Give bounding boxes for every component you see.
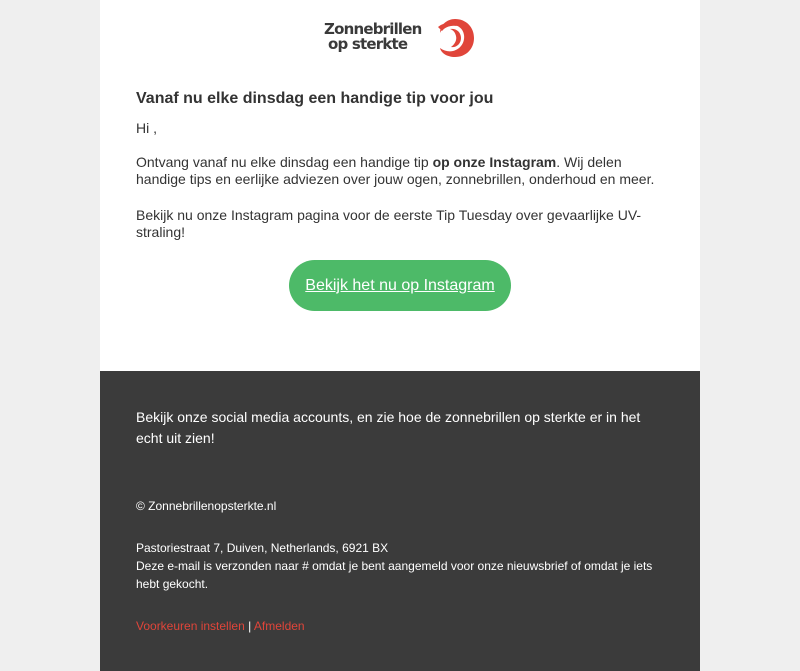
greeting-text: Hi , (136, 120, 157, 136)
email-footer (100, 371, 700, 671)
instagram-cta-button[interactable]: Bekijk het nu op Instagram (289, 260, 511, 311)
footer-address: Pastoriestraat 7, Duiven, Netherlands, 6921 BX (136, 541, 389, 555)
logo-wordmark (324, 22, 428, 52)
footer-notice: Deze e-mail is verzonden naar # omdat je bent aangemeld voor onze nieuwsbrief of omdat je iets hebt gekocht. (136, 559, 653, 591)
email-heading: Vanaf nu elke dinsdag een handige tip voor jou (136, 90, 494, 107)
footer-copyright: © Zonnebrillenopsterkte.nl (136, 499, 277, 513)
intro-text-end: . Wij delen handige tips en eerlijke adviezen over jouw ogen, zonnebrillen, onderhoud en meer. (136, 154, 655, 187)
cta-paragraph: Bekijk nu onze Instagram pagina voor de eerste Tip Tuesday over gevaarlijke UV-straling! (136, 207, 642, 240)
unsubscribe-link[interactable]: Afmelden (253, 619, 305, 633)
logo-line-2: op sterkte (328, 35, 408, 53)
footer-links (136, 617, 664, 635)
intro-instagram-emphasis: op onze Instagram (432, 154, 557, 170)
email-container (100, 0, 700, 671)
eye-drop-logo-icon (434, 17, 476, 59)
email-body-card (100, 0, 700, 371)
footer-link-separator: | (248, 619, 252, 633)
logo-line-1: Zonnebrillen (324, 20, 422, 38)
intro-paragraph (136, 154, 664, 188)
brand-logo[interactable] (324, 17, 476, 59)
preferences-link[interactable]: Voorkeuren instellen (136, 619, 245, 633)
intro-text-start: Ontvang vanaf nu elke dinsdag een handige tip (136, 154, 433, 170)
footer-social-text: Bekijk onze social media accounts, en zie hoe de zonnebrillen op sterkte er in het echt uit zien! (136, 409, 641, 446)
